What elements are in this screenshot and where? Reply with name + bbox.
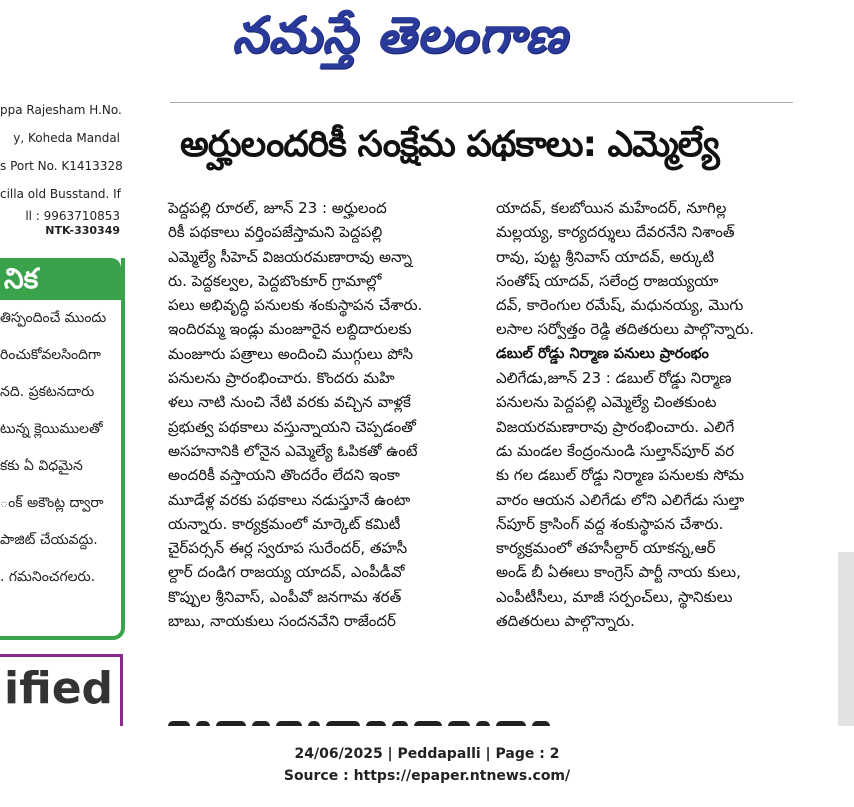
left-adjacent-column (0, 96, 128, 726)
notice-line: ంక్ అకౌంట్ల ద్వారా (0, 495, 104, 511)
text-line: మూడేళ్ల వరకు పథకాలు నడుస్తూనే ఉంటా (168, 490, 411, 509)
article-column-2 (496, 196, 792, 633)
text-line: ఎలిగేడు,జూన్ 23 : డబుల్ రోడ్డు నిర్మాణ (496, 369, 732, 388)
classified-line: y, Koheda Mandal (13, 131, 120, 145)
text-line: రు. పెద్దకల్వల, పెద్దబొంకూర్ గ్రామాల్లో (168, 271, 382, 290)
text-line: కార్యక్రమంలో తహసీల్దార్ యాకన్న,ఆర్ (496, 539, 716, 558)
text-line: ఎమ్మెల్యే సీహెచ్ విజయరమణారావు అన్నా (168, 247, 413, 266)
classified-ad-logo-box (0, 654, 123, 726)
text-line: కొప్పుల శ్రీనివాస్, ఎంపీవో జనగామ శరత్ (168, 587, 402, 606)
text-line: ప్రభుత్వ పథకాలు వస్తున్నాయని చెప్పడంతో (168, 417, 416, 436)
newspaper-masthead (0, 0, 854, 80)
ntk-code: NTK-330349 (45, 224, 120, 237)
notice-header: నిక (0, 258, 121, 300)
next-headline-cut-off (168, 716, 828, 726)
text-line: తదితరులు పాల్గొన్నారు. (496, 612, 635, 631)
notice-line: రించుకోవలసిందిగా (0, 347, 101, 363)
public-notice-box (0, 258, 125, 640)
text-line: అందరికీ వస్తాయని తొందరేం లేదని ఇంకా (168, 466, 400, 485)
text-line: పలు అభివృద్ధి పనులకు శంకుస్థాపన చేశారు. (168, 296, 423, 315)
text-line: యన్నారు. కార్యక్రమంలో మార్కెట్ కమిటీ (168, 514, 401, 533)
text-line: మల్లయ్య, కార్యదర్శులు దేవరనేని నిశాంత్ (496, 223, 735, 242)
classified-ad-fragment (0, 96, 123, 238)
text-line: పనులను ప్రారంభించారు. కొందరు మహి (168, 369, 395, 388)
text-line: కు గల డబుల్ రోడ్డు నిర్మాణ పనులకు సోమ (496, 466, 745, 485)
text-line: ల్దార్ దండిగ రాజయ్య యాదవ్, ఎంపీడీవో (168, 563, 405, 582)
notice-line: నది. ప్రకటనదారు (0, 384, 95, 400)
text-line: రావు, పుట్ట శ్రీనివాస్ యాదవ్, అర్కుటి (496, 247, 715, 266)
notice-line: తిస్పందించే ముందు (0, 310, 107, 326)
notice-line: . గమనించగలరు. (0, 569, 96, 585)
edition-info: 24/06/2025 | Peddapalli | Page : 2 (294, 746, 560, 762)
text-line: ఎంపీటీసీలు, మాజీ సర్పంచ్‌లు, స్థానికులు (496, 587, 733, 606)
text-line: ళలు నాటి నుంచి నేటి వరకు వచ్చిన వాళ్లకే (168, 393, 411, 412)
text-line: చైర్‌పర్సన్ ఈర్ల స్వరూప సురేందర్, తహసీ (168, 539, 408, 558)
page-footer (0, 728, 854, 807)
scroll-edge-bar (838, 552, 854, 726)
text-line: పనులను పెద్దపల్లి ఎమ్మెల్యే చింతకుంట (496, 393, 717, 412)
classified-line: ppa Rajesham H.No. (0, 103, 122, 117)
text-line: న్‌పూర్ క్రాసింగ్ వద్ద శంకుస్థాపన చేశారు. (496, 514, 724, 533)
text-line: డు మండల కేంద్రంనుండి సుల్తాన్‌పూర్ వర (496, 441, 735, 460)
text-line: అసహనానికి లోనైన ఎమ్మెల్యే ఓపికతో ఉంటే (168, 441, 418, 460)
top-divider (170, 102, 793, 103)
masthead-title: నమస్తే తెలంగాణ (232, 6, 568, 64)
article-headline: అర్హులందరికీ సంక్షేమ పథకాలు: ఎమ్మెల్యే (180, 124, 719, 165)
text-line: సంతోష్ యాదవ్, సలేంద్ర రాజయ్యయా (496, 271, 719, 290)
classified-line: ll : 9963710853 (25, 209, 120, 223)
text-line: లసాల సర్వోత్తం రెడ్డి తదితరులు పాల్గొన్నారు. (496, 320, 754, 339)
notice-line: కకు ఏ విధమైన (0, 458, 83, 474)
text-line: పెద్దపల్లి రూరల్, జూన్ 23 : అర్హులంద (168, 199, 387, 217)
text-line: రికీ పథకాలు వర్తింపజేస్తామని పెద్దపల్లి (168, 223, 383, 242)
text-line: యాదవ్, కలబోయిన మహేందర్, నూగిల్ల (496, 199, 727, 217)
notice-line: టున్న క్లెయిములతో (0, 421, 103, 437)
classified-ad-logo-text: ifed (4, 663, 114, 714)
text-line: దవ్, కారెంగుల రమేష్, మధునయ్య, మొగు (496, 296, 744, 315)
text-line: బాబు, నాయకులు సందనవేని రాజేందర్ (168, 612, 396, 631)
text-line: మంజూరు పత్రాలు అందించి ముగ్గులు పోసి (168, 344, 413, 363)
classified-line: cilla old Busstand. If (0, 187, 121, 201)
classified-line: s Port No. K1413328 (0, 159, 123, 173)
text-line: వారం ఆయన ఎలిగేడు లోని ఎలిగేడు సుల్తా (496, 490, 745, 509)
notice-line: పాజిట్ చేయవద్దు. (0, 532, 98, 548)
text-line: ఇందిరమ్మ ఇండ్లు మంజూరైన లబ్దిదారులకు (168, 320, 412, 339)
sub-headline: డబుల్ రోడ్డు నిర్మాణ పనులు ప్రారంభం (496, 345, 709, 362)
article-column-1 (168, 196, 486, 633)
text-line: విజయరమణారావు ప్రారంభించారు. ఎలిగే (496, 417, 735, 436)
source-link[interactable]: Source : https://epaper.ntnews.com/ (283, 768, 571, 784)
text-line: అండ్ బీ ఏఈలు కాంగ్రెస్ పార్టీ నాయ కులు, (496, 563, 741, 582)
